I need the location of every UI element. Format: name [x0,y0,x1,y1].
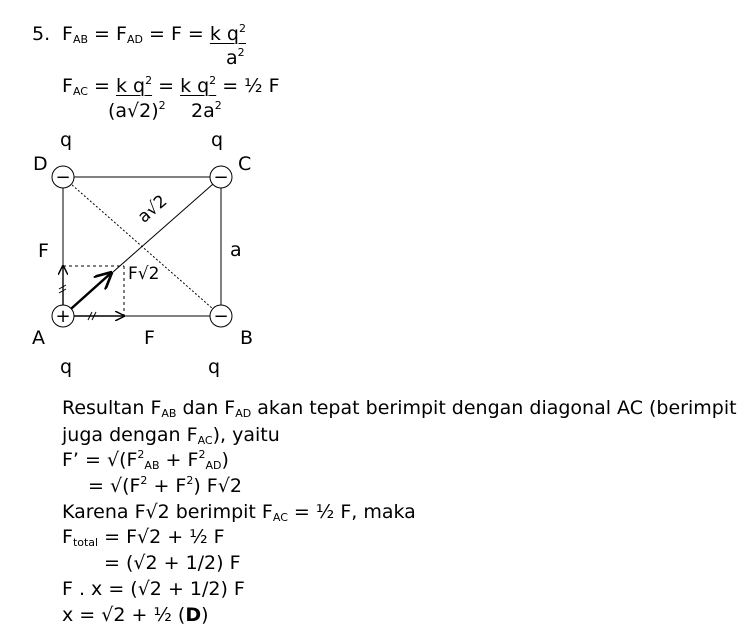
corner-label-d: D [33,153,48,175]
minus-sign: − [55,167,71,188]
minus-sign: − [213,167,229,188]
force-ad-label: F [38,240,49,262]
resultant-formula: F’ = $√(F^2_{AB} + F^2_{AD})$ [62,448,229,472]
answer: x = √2 + ½ (D) [62,604,209,626]
side-length-label: a [230,239,242,261]
total-force-factored: = (√2 + 1/2) F [104,552,241,574]
fac-denominator-1: $(a√2)^2$ [108,99,166,122]
coulomb-denominator: $a^2$ [226,46,245,69]
resultant-label: F√2 [128,264,160,284]
charge-label-b: q [208,356,221,378]
charge-label-d: q [60,129,73,151]
charge-label-c: q [211,129,224,151]
corner-label-b: B [240,327,254,349]
charge-label-a: q [60,356,73,378]
solution-paragraph-line1: Resultan $F_{AB}$ dan $F_{AD}$ akan tepat berimpit dengan diagonal AC (berimpit [62,397,737,420]
plus-sign: + [55,306,71,327]
fac-equation: $F_{AC} = k$ $q^2 = k$ $q^2$ = ½ F [62,74,280,98]
diagonal-label: a√2 [134,191,172,228]
fac-denominator-2: $2a^2$ [191,99,222,122]
solution-paragraph-line2: juga dengan $F_{AC}$), yaitu [62,424,280,447]
corner-label-a: A [32,327,45,349]
minus-sign: − [213,306,229,327]
coulomb-equation: $F_{AB} = F_{AD} = F = k$ $q^2$ [62,22,246,46]
equation-x: F . x = (√2 + 1/2) F [62,578,245,600]
problem-number: 5. [32,23,51,45]
coincide-statement: Karena F√2 berimpit $F_{AC}$ = ½ F, maka [62,501,416,524]
force-ab-label: F [144,327,155,349]
total-force: $F_{total} = F√2$ + ½ F [62,526,225,549]
corner-label-c: C [238,153,252,175]
resultant-simplified: = $√(F^2 + F^2)$ F√2 [88,474,242,497]
